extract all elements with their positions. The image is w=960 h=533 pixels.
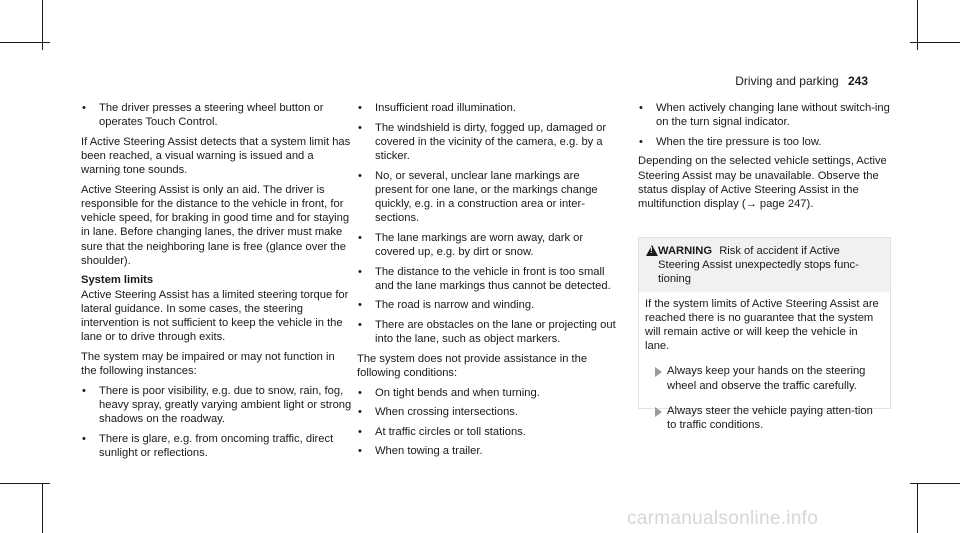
page-number: 243 bbox=[847, 74, 868, 88]
paragraph: Active Steering Assist has a limited steering torque for lateral guidance. In some cases, the steering intervention is not sufficient to keep the vehicle in the lane or to drive through exits. bbox=[81, 288, 349, 344]
list-item: • The driver presses a steering wheel button or operates Touch Control. bbox=[81, 101, 353, 129]
crop-mark bbox=[0, 483, 50, 484]
paragraph: If Active Steering Assist detects that a system limit has been reached, a visual warning is issued and a warning tone sounds. bbox=[81, 135, 351, 177]
list-item: • When crossing intersections. bbox=[357, 405, 617, 419]
bullet-list bbox=[357, 386, 617, 459]
paragraph: Active Steering Assist is only an aid. The driver is responsible for the distance to the vehicle in front, for vehicle speed, for braking in good time and for staying in lane. Before changing lanes, the driver must make sure that the neighboring lane is free (glance over the shoulder). bbox=[81, 183, 350, 267]
paragraph: Depending on the selected vehicle settings, Active Steering Assist may be unavailable. Observe the status display of Active Steering Assist in the multifunction display (→ page 247). bbox=[638, 155, 887, 210]
list-item: • There is poor visibility, e.g. due to snow, rain, fog, heavy spray, greatly varying ambient light or strong shadows on the roadway. bbox=[81, 384, 353, 427]
watermark: carmanualsonline.info bbox=[627, 508, 819, 529]
list-item: • When towing a trailer. bbox=[357, 444, 617, 458]
section-heading: System limits bbox=[81, 274, 154, 287]
exclamation-icon: ! bbox=[650, 246, 653, 255]
list-item: • When the tire pressure is too low. bbox=[638, 135, 894, 149]
list-item: • There are obstacles on the lane or projecting out into the lane, such as object markers. bbox=[357, 318, 617, 346]
list-item: • The lane markings are worn away, dark or covered up, e.g. by dirt or snow. bbox=[357, 231, 617, 259]
bullet-list bbox=[638, 101, 894, 149]
warning-title: Risk of accident if Active Steering Assist unexpectedly stops func-tioning bbox=[658, 245, 859, 286]
list-item: • The distance to the vehicle in front is too small and the lane markings thus cannot be detected. bbox=[357, 265, 617, 293]
warning-step bbox=[645, 364, 884, 392]
crop-mark bbox=[0, 42, 50, 43]
column-2 bbox=[357, 101, 617, 464]
step-text: Always keep your hands on the steering wheel and observe the traffic carefully. bbox=[667, 365, 866, 392]
list-item: • Insufficient road illumination. bbox=[357, 101, 617, 115]
bullet-list bbox=[81, 101, 353, 129]
list-item: • On tight bends and when turning. bbox=[357, 386, 617, 400]
paragraph: The system does not provide assistance in the following conditions: bbox=[357, 352, 588, 379]
bullet-list bbox=[357, 101, 617, 346]
bullet-list bbox=[81, 384, 353, 460]
list-item: • When actively changing lane without switch-ing on the turn signal indicator. bbox=[638, 101, 894, 129]
section-title: Driving and parking bbox=[735, 74, 839, 88]
column-1 bbox=[81, 101, 353, 465]
warning-step bbox=[645, 404, 884, 432]
warning-box bbox=[638, 237, 891, 432]
list-item: • The road is narrow and winding. bbox=[357, 298, 617, 312]
list-item: • At traffic circles or toll stations. bbox=[357, 425, 617, 439]
warning-header bbox=[639, 238, 890, 292]
step-text: Always steer the vehicle paying atten-tion to traffic conditions. bbox=[667, 404, 873, 432]
arrow-right-icon bbox=[655, 407, 662, 417]
crop-mark bbox=[910, 42, 960, 43]
arrow-right-icon bbox=[655, 367, 662, 377]
running-header bbox=[735, 74, 868, 88]
crop-mark bbox=[910, 483, 960, 484]
warning-text: If the system limits of Active Steering Assist are reached there is no guarantee that the system will remain active or will keep the vehicle in lane. bbox=[645, 297, 879, 353]
paragraph: The system may be impaired or may not function in the following instances: bbox=[81, 350, 335, 378]
list-item: • The windshield is dirty, fogged up, damaged or covered in the vicinity of the camera, e.g. by a sticker. bbox=[357, 121, 617, 164]
crop-mark bbox=[917, 483, 918, 533]
warning-body bbox=[639, 292, 890, 439]
warning-label: WARNING bbox=[658, 245, 713, 257]
column-3 bbox=[638, 101, 894, 217]
list-item: • No, or several, unclear lane markings are present for one lane, or the markings change quickly, e.g. in a construction area or inter-sections. bbox=[357, 169, 617, 226]
list-item: • There is glare, e.g. from oncoming traffic, direct sunlight or reflections. bbox=[81, 432, 353, 460]
crop-mark bbox=[42, 483, 43, 533]
